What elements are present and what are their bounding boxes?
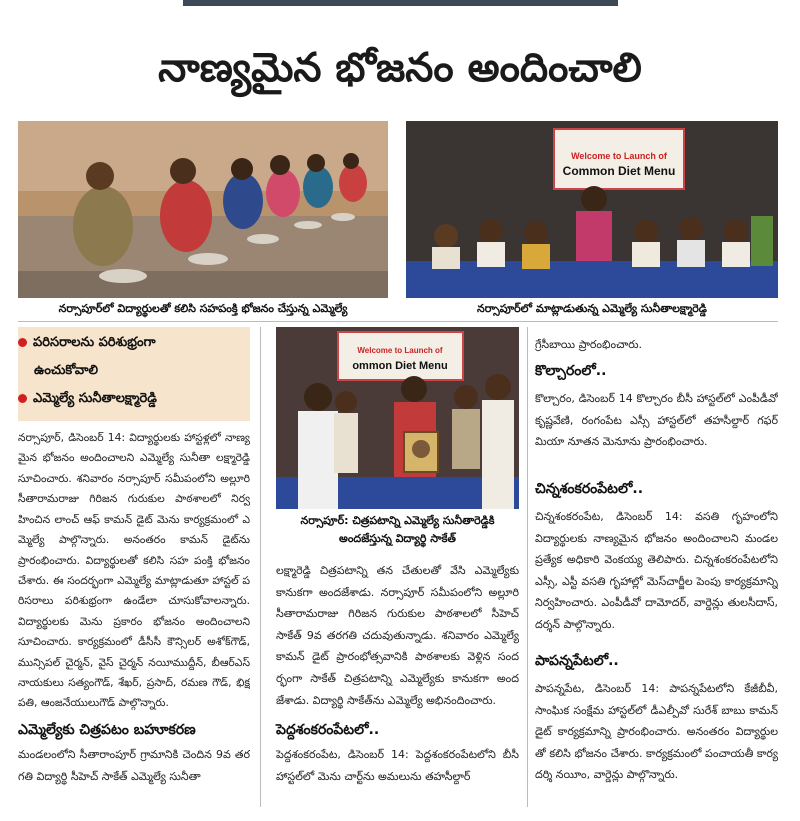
column3-body2: చిన్నశంకరంపేట, డిసెంబర్ 14: వసతి గృహంలోని విద్యార్థులకు నాణ్యమైన భోజనం అందించాలని మండల ప్రత్యేక అధికారి వెంకయ్య తెలిపారు. చిన్నశంకరంపేటలోని ఎస్సీ, ఎస్టీ వసతి గృహాల్లో మెస్‌చార్జీల పెంపు కార్యక్రమాన్ని నిర్వహించారు. ఎంపీడీవో దామోదర్, వార్డెన్లు తులసీదాస్, దర్శన్ పాల్గొన్నారు. [535, 510, 778, 631]
column1-paragraph: నర్సాపూర్, డిసెంబర్ 14: విద్యార్థులకు హాస్టళ్లలో నాణ్యమైన భోజనం అందించాలని ఎమ్మెల్యే సునీతా లక్ష్మారెడ్డి సూచించారు. శనివారం నర్సాపూర్ సమీపంలోని అల్లూరి సీతారామరాజు గిరిజన గురుకుల పాఠశాలలో నిర్వహించిన లాంచ్ ఆఫ్ కామన్ డైట్ మెను కార్యక్రమంలో ఎమ్మెల్యే పాల్గొన్నారు. అనంతరం కామన్ డైట్‌ను ప్రారంభించారు. విద్యార్థులతో కలిసి సహ పంక్తి భోజనం చేశారు. ఈ సందర్భంగా ఎమ్మెల్యే మాట్లాడుతూ హాస్టల్ పరిసరాలు పరిశుభ్రంగా ఉండేలా చూసుకోవాలన్నారు. విద్యార్థులకు మెను ప్రకారం భోజనం అందించాలని సూచించారు. కార్యక్రమంలో డీసీసీ కౌన్సిలర్ అశోక్‌గౌడ్, మున్సిపల్ చైర్మన్, వైస్ చైర్మన్ నయీముద్దీన్, బీఆర్ఎస్ నాయకులు సత్యంగౌడ్, శేఖర్, ప్రసాద్, రమణ గౌడ్, భిక్షపతి, ఆంజనేయులుగౌడ్ పాల్గొన్నారు. [18, 431, 250, 710]
bullet-icon [18, 394, 27, 403]
column3-subhead1: కొల్చారంలో.. [535, 363, 607, 379]
column1-body [18, 428, 250, 718]
column3-subhead2: చిన్నశంకరంపేటలో.. [535, 481, 644, 497]
photo3-caption-line2: అందజేస్తున్న విద్యార్థి సాకేత్ [339, 532, 456, 545]
divider-col2 [527, 327, 528, 807]
column3-body3: పాపన్నపేట, డిసెంబర్ 14: పాపన్నపేటలోని కేజీబీవీ, సాంఘిక సంక్షేమ హాస్టల్‌లో డీఎల్పీవో సురేశ్ బాబు కామన్ డైట్ కార్యక్రమాన్ని ప్రారంభించారు. అనంతరం విద్యార్థులతో కలిసి భోజనం చేశారు. కార్యక్రమంలో పంచాయతీ కార్యదర్శి నయీం, వార్డెన్లు పాల్గొన్నారు. [535, 682, 778, 782]
banner3-line2: ommon Diet Menu [352, 360, 448, 372]
column2-body2: పెద్దశంకరంపేట, డిసెంబర్ 14: పెద్దశంకరంపేటలోని బీసీ హాస్టల్‌లో మెను చార్ట్‌ను అమలును తహసీల్దార్ [276, 748, 519, 783]
highlight-3: ఎమ్మెల్యే సునీతాలక్ష్మారెడ్డి [18, 388, 157, 410]
headline: నాణ్యమైన భోజనం అందించాలి [158, 45, 642, 91]
photo1-caption: నర్సాపూర్‌లో విద్యార్థులతో కలిసి సహపంక్తి భోజనం చేస్తున్న ఎమ్మెల్యే [58, 302, 348, 315]
column2-subhead: పెద్దశంకరంపేటలో.. [276, 722, 380, 738]
column3-subhead3: పాపన్నపేటలో.. [535, 653, 619, 669]
column2-body: లక్ష్మారెడ్డి చిత్రపటాన్ని తన చేతులతో వేసి ఎమ్మెల్యేకు కానుకగా అందజేశాడు. నర్సాపూర్ సమీపంలోని అల్లూరి సీతారామరాజు గిరిజన గురుకుల పాఠశాలలో సీహెచ్ సాకేత్ 9వ తరగతి చదువుతున్నాడు. శనివారం ఎమ్మెల్యే కామన్ డైట్ ప్రారంభోత్సవానికి పాఠశాలకు వెళ్లిన సందర్భంగా సాకేత్ చిత్రపటాన్ని ఎమ్మెల్యేకు కానుకగా అందజేశాడు. విద్యార్థి సాకేత్‌ను ఎమ్మెల్యే అభినందించారు. [276, 564, 519, 707]
photo-students-eating [18, 121, 388, 298]
photo-portrait-gift [276, 327, 519, 509]
divider-col1 [260, 327, 261, 807]
divider-photos [18, 321, 778, 322]
bullet-icon [18, 338, 27, 347]
banner-line2: Common Diet Menu [562, 164, 676, 178]
next-article-edge [0, 810, 800, 821]
photo2-caption: నర్సాపూర్‌లో మాట్లాడుతున్న ఎమ్మెల్యే సునీతాలక్ష్మారెడ్డి [477, 302, 707, 315]
photo3-caption-line1: నర్సాపూర్: చిత్రపటాన్ని ఎమ్మెల్యే సునీతారెడ్డికి [300, 514, 495, 527]
column3-body1: కొల్చారం, డిసెంబర్ 14 కొల్చారం బీసీ హాస్టల్‌లో ఎంపీడీవో కృష్ణవేణి, రంగంపేట ఎస్సీ హాస్టల్‌లో తహసీల్దార్ గఫర్ మియా నూతన మెనూను ప్రారంభించారు. [535, 392, 778, 449]
column1-subhead: ఎమ్మెల్యేకు చిత్రపటం బహూకరణ [18, 722, 196, 738]
photo-mla-speaking [406, 121, 778, 298]
top-bar [183, 0, 618, 6]
highlight-1: పరిసరాలను పరిశుభ్రంగా [18, 332, 156, 354]
banner-line1: Welcome to Launch of [571, 151, 667, 161]
banner3-line1: Welcome to Launch of [357, 346, 443, 355]
column1-body2: మండలంలోని సీతారాంపూర్ గ్రామానికి చెందిన 9వ తరగతి విద్యార్థి సీహెచ్ సాకేత్ ఎమ్మెల్యే సునీతా [18, 748, 250, 783]
highlight-2: ఉంచుకోవాలి [34, 363, 99, 378]
column3-intro: గ్రేసీబాయి ప్రారంభించారు. [535, 338, 643, 351]
